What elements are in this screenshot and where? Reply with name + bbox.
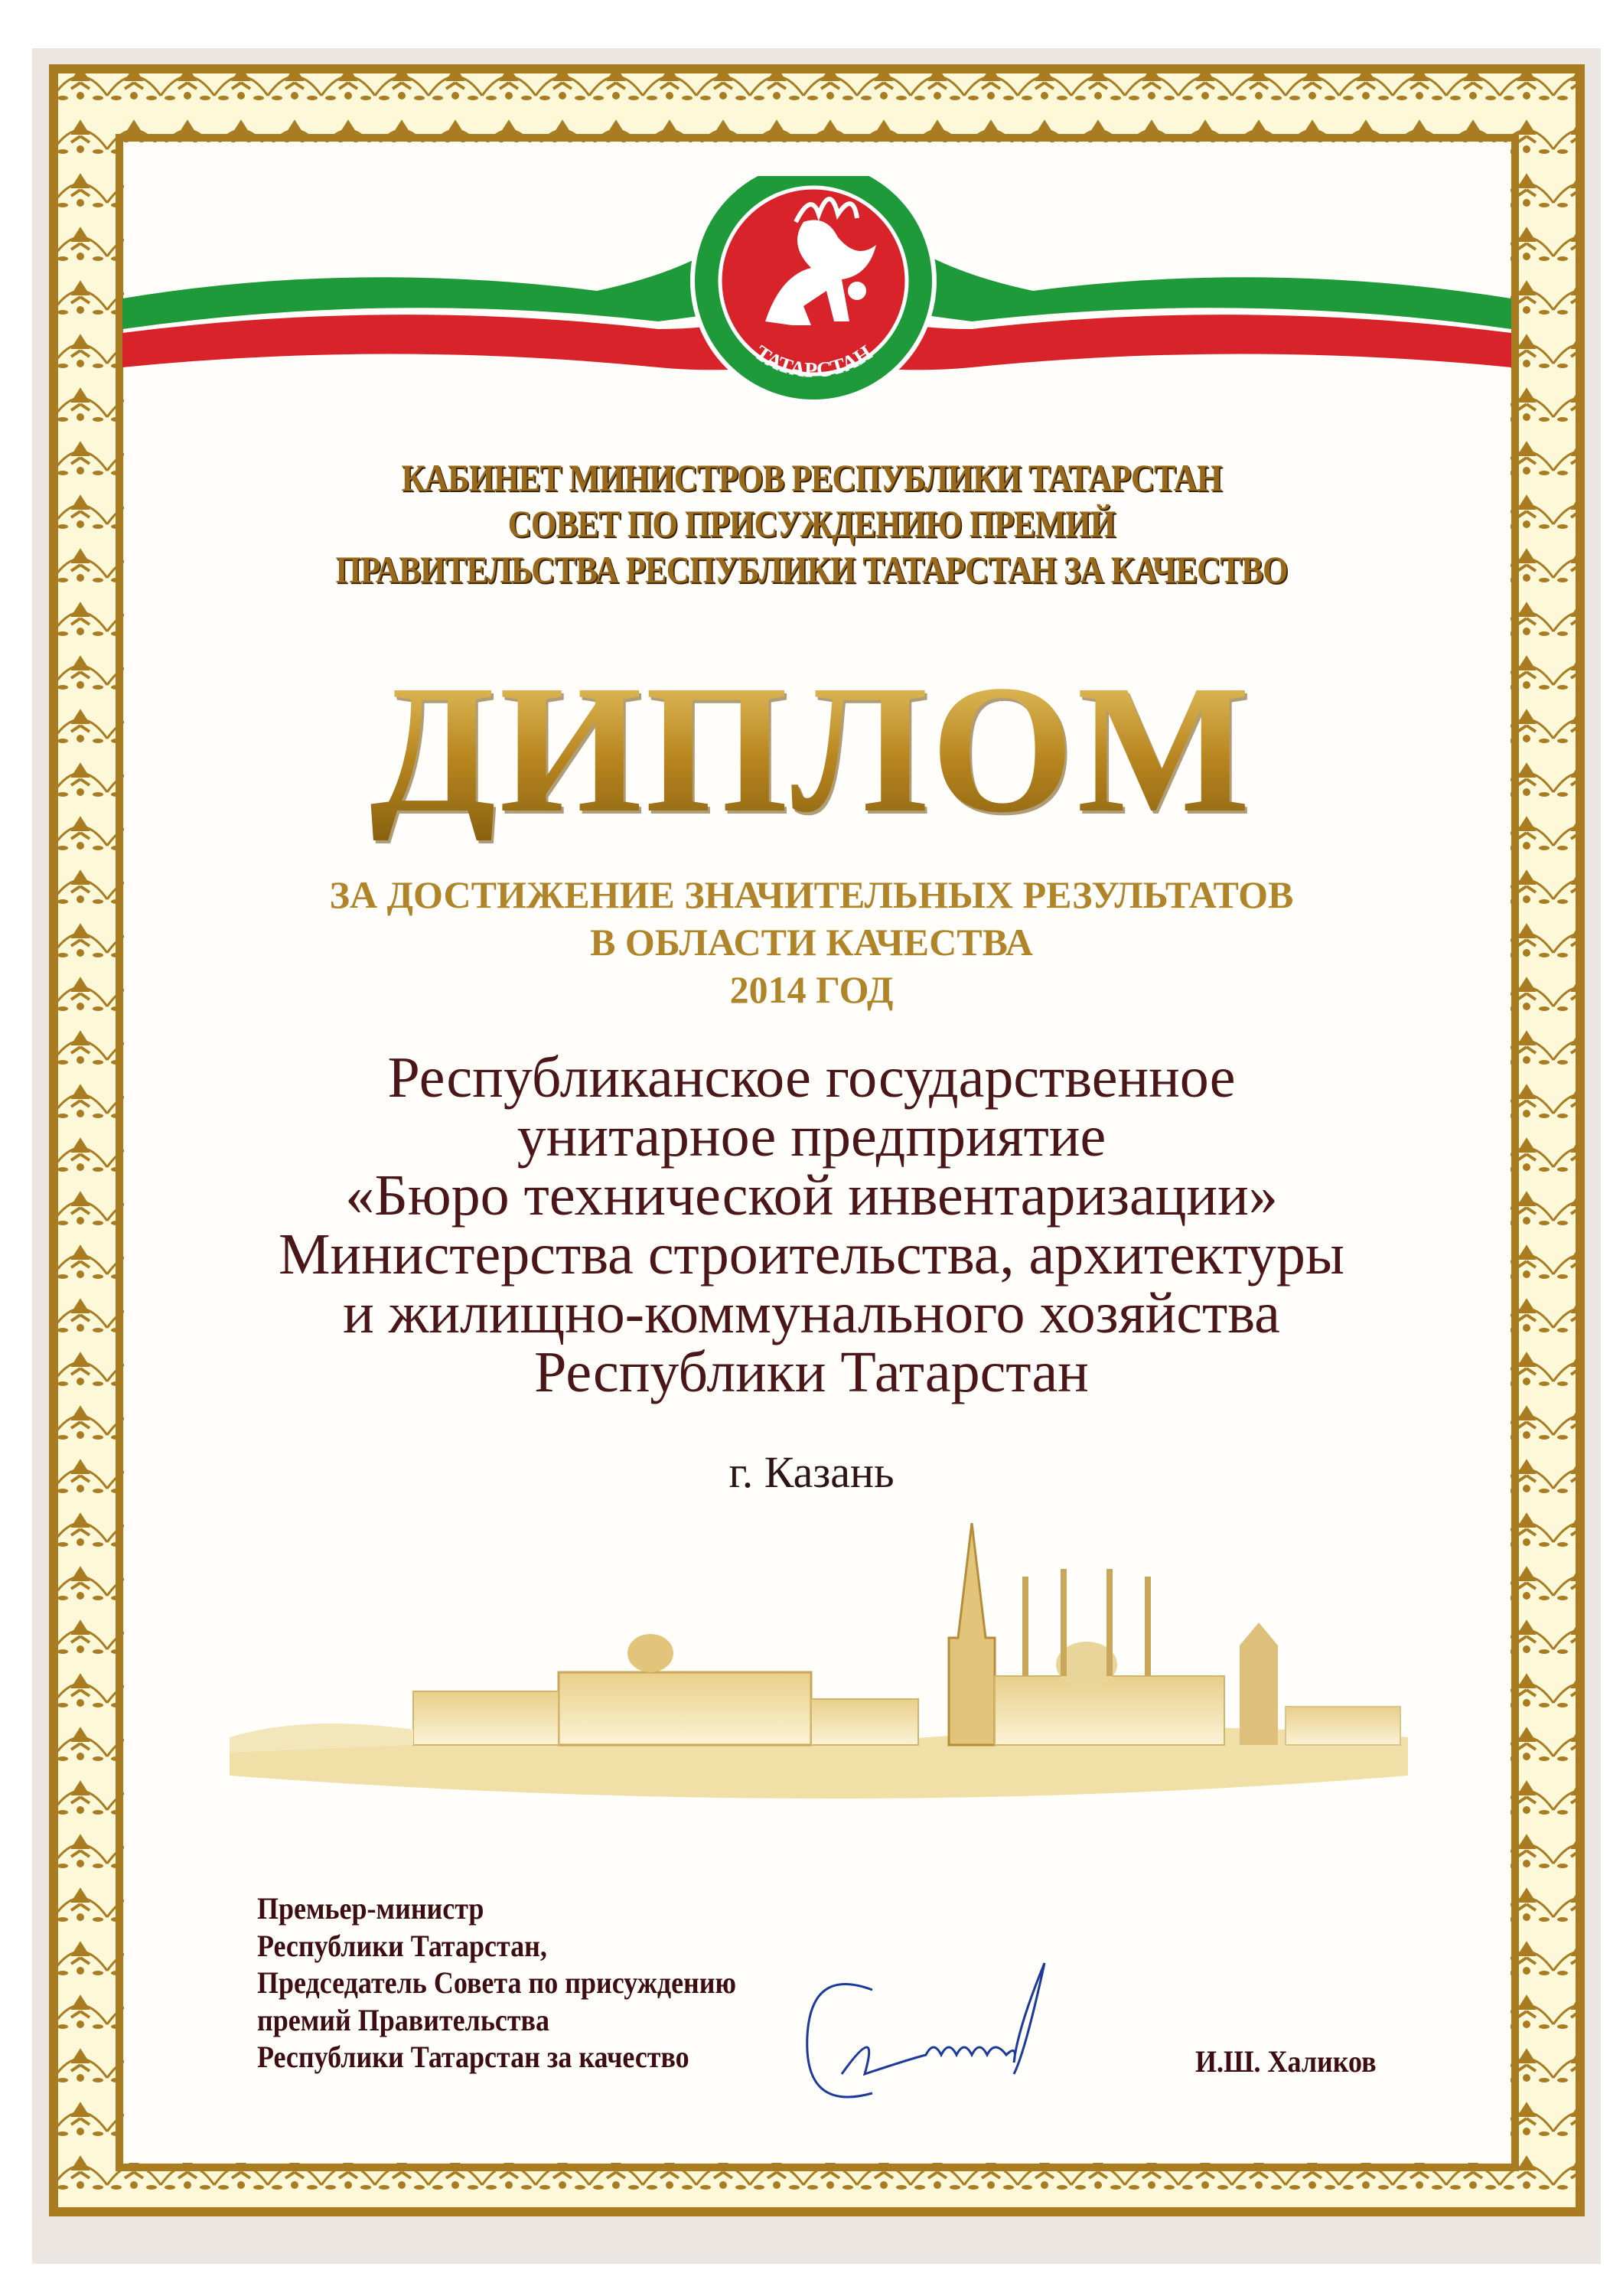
kazan-kremlin-illustration xyxy=(230,1523,1408,1821)
subtitle-line: В ОБЛАСТИ КАЧЕСТВА xyxy=(590,921,1033,964)
city: г. Казань xyxy=(728,1447,895,1497)
recipient-line: Республики Татарстан xyxy=(534,1340,1089,1404)
handwritten-signature xyxy=(796,1959,1133,2112)
header-line: ПРАВИТЕЛЬСТВА РЕСПУБЛИКИ ТАТАРСТАН ЗА КАЧЕСТВО xyxy=(335,548,1288,591)
position-line: Председатель Совета по присуждению xyxy=(257,1965,737,2000)
header-line: СОВЕТ ПО ПРИСУЖДЕНИЮ ПРЕМИЙ xyxy=(507,502,1116,545)
position-line: Республики Татарстан за качество xyxy=(257,2040,689,2074)
position-line: Республики Татарстан, xyxy=(257,1928,547,1963)
signatory-position xyxy=(257,1890,736,2076)
emblem-text: ТАТАРСТАН xyxy=(750,341,877,383)
recipient-line: Министерства строительства, архитектуры xyxy=(278,1222,1344,1287)
tatarstan-ribbon-emblem xyxy=(122,176,1511,429)
subtitle-line: 2014 ГОД xyxy=(729,968,894,1011)
position-line: Премьер-министр xyxy=(257,1891,484,1926)
issuer-header xyxy=(0,455,1623,592)
subtitle-line: ЗА ДОСТИЖЕНИЕ ЗНАЧИТЕЛЬНЫХ РЕЗУЛЬТАТОВ xyxy=(329,873,1294,916)
award-subtitle xyxy=(0,871,1623,1013)
recipient-line: «Бюро технической инвентаризации» xyxy=(345,1163,1278,1228)
diploma-title: ДИПЛОМ xyxy=(0,657,1623,840)
header-line: КАБИНЕТ МИНИСТРОВ РЕСПУБЛИКИ ТАТАРСТАН xyxy=(401,456,1222,499)
recipient-line: и жилищно-коммунального хозяйства xyxy=(343,1281,1280,1345)
position-line: премий Правительства xyxy=(257,2002,549,2037)
recipient-line: унитарное предприятие xyxy=(517,1104,1106,1169)
recipient-name xyxy=(0,1045,1623,1404)
recipient-line: Республиканское государственное xyxy=(387,1045,1236,1110)
signatory-name: И.Ш. Халиков xyxy=(1195,2044,1377,2079)
